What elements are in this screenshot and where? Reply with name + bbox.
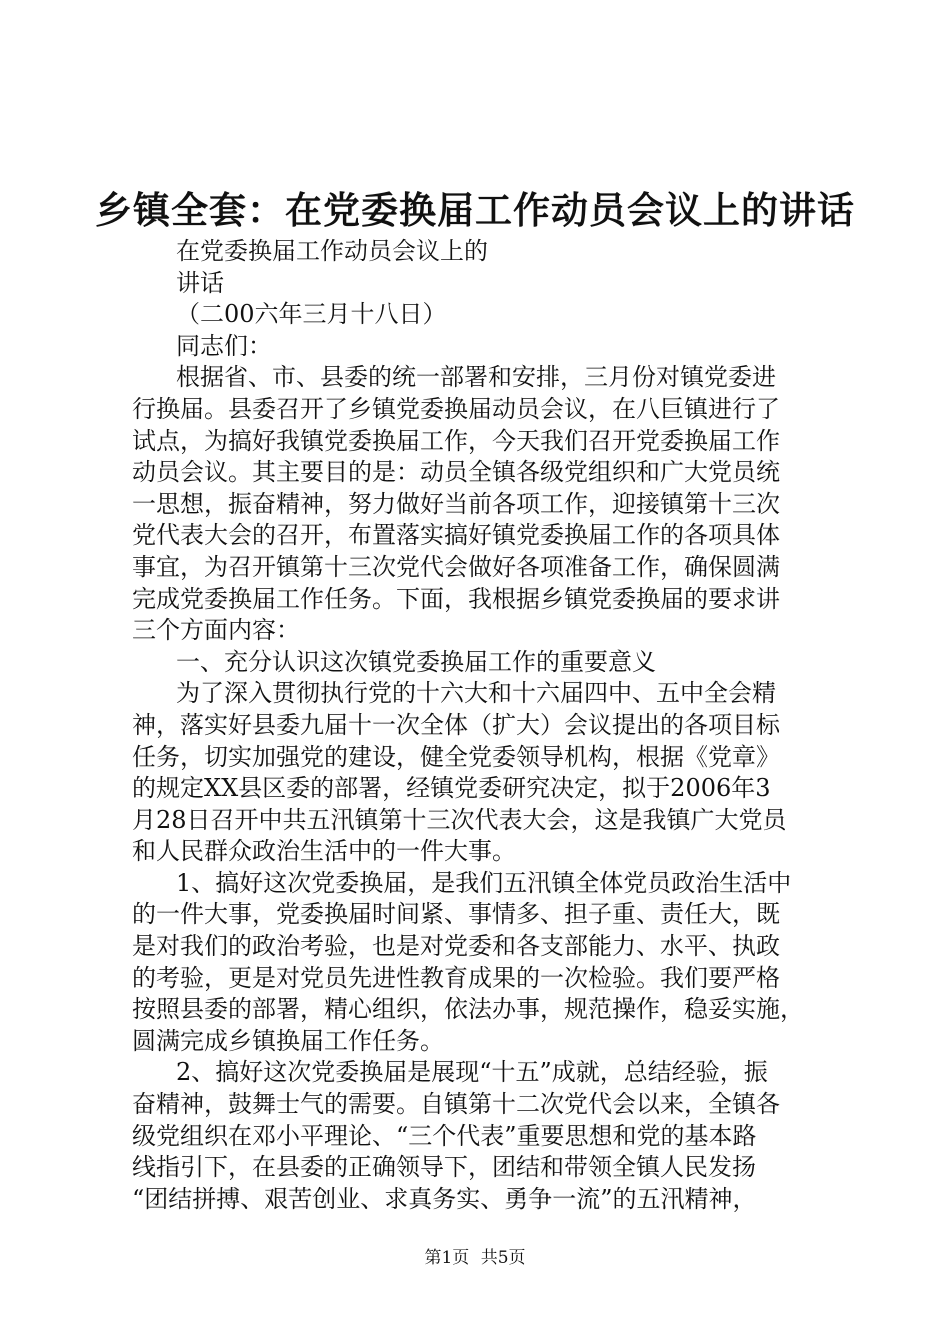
text-line: 讲话 [176, 268, 224, 297]
text-line: 线指引下，在县委的正确领导下，团结和带领全镇人民发扬 [132, 1153, 756, 1182]
text-line: 事宜，为召开镇第十三次党代会做好各项准备工作，确保圆满 [132, 552, 780, 581]
text-line: 同志们： [176, 331, 272, 360]
text-line: 月28日召开中共五汛镇第十三次代表大会，这是我镇广大党员 [132, 805, 787, 834]
text-line: 神，落实好县委九届十一次全体（扩大）会议提出的各项目标 [132, 710, 780, 739]
page-footer [0, 1246, 950, 1270]
page-total: 共5页 [480, 1248, 526, 1268]
text-line: 是对我们的政治考验，也是对党委和各支部能力、水平、执政 [132, 932, 780, 961]
text-line: 和人民群众政治生活中的一件大事。 [132, 837, 516, 866]
text-line: 任务，切实加强党的建设，健全党委领导机构，根据《党章》 [132, 742, 780, 771]
text-line: 1、搞好这次党委换届，是我们五汛镇全体党员政治生活中 [176, 868, 792, 897]
text-line: 动员会议。其主要目的是：动员全镇各级党组织和广大党员统 [132, 458, 780, 487]
text-line: 奋精神，鼓舞士气的需要。自镇第十二次党代会以来，全镇各 [132, 1090, 780, 1119]
text-line: 在党委换届工作动员会议上的 [176, 237, 488, 265]
text-line: 三个方面内容： [132, 616, 300, 645]
text-line: 的规定XX县区委的部署，经镇党委研究决定，拟于2006年3 [132, 774, 771, 803]
page-number: 第1页 [424, 1248, 470, 1268]
text-line: 试点，为搞好我镇党委换届工作，今天我们召开党委换届工作 [132, 426, 780, 455]
text-line: 按照县委的部署，精心组织，依法办事，规范操作，稳妥实施， [132, 995, 804, 1024]
text-line: 一、充分认识这次镇党委换届工作的重要意义 [176, 647, 656, 676]
text-line: 级党组织在邓小平理论、“三个代表”重要思想和党的基本路 [132, 1121, 757, 1150]
document-title: 乡镇全套：在党委换届工作动员会议上的讲话 [95, 188, 855, 232]
text-line: 党代表大会的召开，布置落实搞好镇党委换届工作的各项具体 [132, 521, 780, 550]
text-line: “团结拼搏、艰苦创业、求真务实、勇争一流”的五汛精神， [132, 1184, 757, 1213]
text-line: 的考验，更是对党员先进性教育成果的一次检验。我们要严格 [132, 963, 780, 992]
text-line: 根据省、市、县委的统一部署和安排，三月份对镇党委进 [176, 363, 776, 392]
text-line: 2、搞好这次党委换届是展现“十五”成就，总结经验，振 [176, 1058, 768, 1087]
text-line: 行换届。县委召开了乡镇党委换届动员会议，在八巨镇进行了 [132, 394, 780, 423]
text-line: 完成党委换届工作任务。下面，我根据乡镇党委换届的要求讲 [132, 584, 780, 613]
text-line: 圆满完成乡镇换届工作任务。 [132, 1026, 444, 1055]
document-body [132, 236, 832, 1215]
text-line: 为了深入贯彻执行党的十六大和十六届四中、五中全会精 [176, 679, 776, 708]
text-line: （二00六年三月十八日） [176, 300, 447, 329]
text-line: 一思想，振奋精神，努力做好当前各项工作，迎接镇第十三次 [132, 489, 780, 518]
text-line: 的一件大事，党委换届时间紧、事情多、担子重、责任大，既 [132, 900, 780, 929]
